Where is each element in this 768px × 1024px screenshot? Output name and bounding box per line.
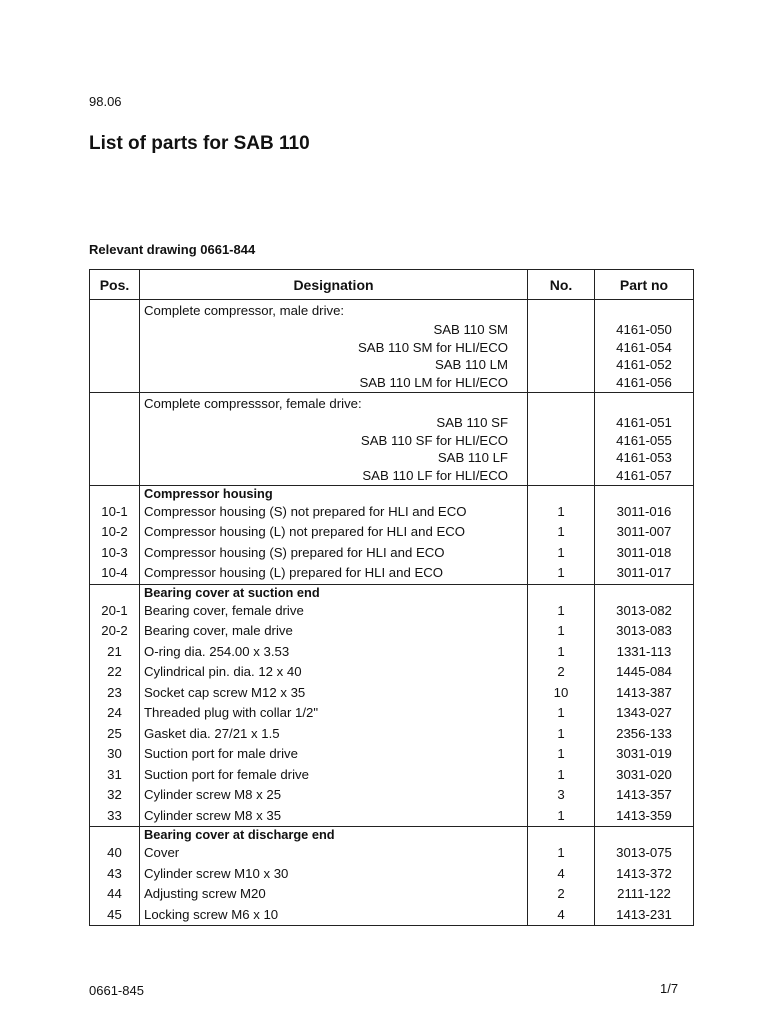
- footer-document-number: 0661-845: [89, 983, 144, 998]
- part-no-cell: 1413-357: [595, 785, 694, 806]
- pos-cell: 40: [90, 843, 140, 864]
- part-no-cell: 3011-018: [595, 543, 694, 564]
- pos-cell: [90, 467, 140, 485]
- table-row: [90, 642, 694, 663]
- no-cell: 1: [528, 563, 595, 584]
- no-cell: [528, 300, 595, 322]
- table-row: [90, 321, 694, 339]
- drawing-reference: Relevant drawing 0661-844: [89, 242, 256, 257]
- table-row: [90, 662, 694, 683]
- no-cell: 1: [528, 502, 595, 523]
- part-no-cell: 4161-056: [595, 374, 694, 392]
- pos-cell: 10-3: [90, 543, 140, 564]
- pos-cell: 10-1: [90, 502, 140, 523]
- part-no-cell: 1343-027: [595, 703, 694, 724]
- no-cell: [528, 584, 595, 601]
- designation-cell: Compressor housing (S) not prepared for HLI and ECO: [140, 502, 528, 523]
- part-no-cell: 4161-052: [595, 356, 694, 374]
- pos-cell: [90, 485, 140, 502]
- no-cell: 1: [528, 522, 595, 543]
- variant-name: SAB 110 SM for HLI/ECO: [140, 339, 528, 357]
- part-no-cell: [595, 584, 694, 601]
- part-no-cell: 3031-019: [595, 744, 694, 765]
- table-row: [90, 827, 694, 844]
- pos-cell: 20-1: [90, 601, 140, 622]
- part-no-cell: [595, 485, 694, 502]
- part-no-cell: 4161-057: [595, 467, 694, 485]
- document-date: 98.06: [89, 94, 122, 109]
- designation-cell: Compressor housing (L) prepared for HLI and ECO: [140, 563, 528, 584]
- table-row: [90, 884, 694, 905]
- footer-page-number: 1/7: [660, 981, 679, 996]
- table-row: [90, 843, 694, 864]
- table-row: [90, 414, 694, 432]
- table-row: [90, 724, 694, 745]
- table-row: [90, 392, 694, 414]
- table-row: [90, 703, 694, 724]
- table-row: [90, 806, 694, 827]
- designation-cell: Locking screw M6 x 10: [140, 905, 528, 926]
- pos-cell: 30: [90, 744, 140, 765]
- no-cell: 1: [528, 543, 595, 564]
- table-row: [90, 543, 694, 564]
- part-no-cell: 1413-359: [595, 806, 694, 827]
- table-row: [90, 683, 694, 704]
- table-row: [90, 601, 694, 622]
- designation-cell: Adjusting screw M20: [140, 884, 528, 905]
- page-title: List of parts for SAB 110: [89, 133, 310, 154]
- pos-cell: 31: [90, 765, 140, 786]
- pos-cell: [90, 432, 140, 450]
- table-row: [90, 563, 694, 584]
- no-cell: 10: [528, 683, 595, 704]
- table-row: [90, 449, 694, 467]
- pos-cell: 21: [90, 642, 140, 663]
- table-row: [90, 785, 694, 806]
- table-row: [90, 432, 694, 450]
- no-cell: [528, 432, 595, 450]
- part-no-cell: [595, 827, 694, 844]
- pos-cell: 23: [90, 683, 140, 704]
- section-heading-suction-end: Bearing cover at suction end: [140, 584, 528, 601]
- pos-cell: [90, 449, 140, 467]
- no-cell: [528, 356, 595, 374]
- variant-name: SAB 110 LF for HLI/ECO: [140, 467, 528, 485]
- pos-cell: 10-2: [90, 522, 140, 543]
- no-cell: 4: [528, 864, 595, 885]
- parts-table: [89, 269, 694, 926]
- table-row: [90, 485, 694, 502]
- no-cell: 1: [528, 843, 595, 864]
- table-row: [90, 765, 694, 786]
- no-cell: 1: [528, 703, 595, 724]
- part-no-cell: 1413-231: [595, 905, 694, 926]
- table-row: [90, 744, 694, 765]
- pos-cell: 20-2: [90, 621, 140, 642]
- no-cell: 1: [528, 806, 595, 827]
- table-header-row: [90, 270, 694, 300]
- header-pos: Pos.: [90, 270, 140, 300]
- no-cell: [528, 392, 595, 414]
- designation-cell: Threaded plug with collar 1/2": [140, 703, 528, 724]
- part-no-cell: 3013-082: [595, 601, 694, 622]
- designation-cell: Gasket dia. 27/21 x 1.5: [140, 724, 528, 745]
- pos-cell: 25: [90, 724, 140, 745]
- section-heading-discharge-end: Bearing cover at discharge end: [140, 827, 528, 844]
- table-row: [90, 300, 694, 322]
- no-cell: 1: [528, 724, 595, 745]
- part-no-cell: 1445-084: [595, 662, 694, 683]
- designation-cell: Cylinder screw M8 x 25: [140, 785, 528, 806]
- pos-cell: [90, 827, 140, 844]
- part-no-cell: [595, 392, 694, 414]
- no-cell: [528, 414, 595, 432]
- designation-cell: Suction port for female drive: [140, 765, 528, 786]
- table-row: [90, 522, 694, 543]
- no-cell: 2: [528, 662, 595, 683]
- table-row: [90, 339, 694, 357]
- part-no-cell: 2111-122: [595, 884, 694, 905]
- variant-name: SAB 110 SM: [140, 321, 528, 339]
- no-cell: 3: [528, 785, 595, 806]
- pos-cell: 33: [90, 806, 140, 827]
- group-heading-male-drive: Complete compressor, male drive:: [140, 300, 528, 322]
- no-cell: 1: [528, 601, 595, 622]
- pos-cell: [90, 321, 140, 339]
- table-row: [90, 621, 694, 642]
- no-cell: [528, 374, 595, 392]
- group-heading-female-drive: Complete compresssor, female drive:: [140, 392, 528, 414]
- table-row: [90, 584, 694, 601]
- part-no-cell: 4161-054: [595, 339, 694, 357]
- table-row: [90, 502, 694, 523]
- header-no: No.: [528, 270, 595, 300]
- no-cell: [528, 827, 595, 844]
- designation-cell: Socket cap screw M12 x 35: [140, 683, 528, 704]
- variant-name: SAB 110 LM for HLI/ECO: [140, 374, 528, 392]
- designation-cell: Compressor housing (L) not prepared for HLI and ECO: [140, 522, 528, 543]
- no-cell: 1: [528, 621, 595, 642]
- no-cell: [528, 449, 595, 467]
- part-no-cell: [595, 300, 694, 322]
- table-row: [90, 864, 694, 885]
- no-cell: 1: [528, 642, 595, 663]
- designation-cell: Compressor housing (S) prepared for HLI and ECO: [140, 543, 528, 564]
- no-cell: [528, 321, 595, 339]
- pos-cell: [90, 414, 140, 432]
- table-row: [90, 467, 694, 485]
- part-no-cell: 1331-113: [595, 642, 694, 663]
- part-no-cell: 3031-020: [595, 765, 694, 786]
- pos-cell: [90, 356, 140, 374]
- part-no-cell: 3011-007: [595, 522, 694, 543]
- table-row: [90, 374, 694, 392]
- part-no-cell: 4161-055: [595, 432, 694, 450]
- part-no-cell: 2356-133: [595, 724, 694, 745]
- variant-name: SAB 110 LM: [140, 356, 528, 374]
- variant-name: SAB 110 SF: [140, 414, 528, 432]
- pos-cell: 32: [90, 785, 140, 806]
- pos-cell: 43: [90, 864, 140, 885]
- no-cell: [528, 467, 595, 485]
- no-cell: 1: [528, 765, 595, 786]
- part-no-cell: 1413-387: [595, 683, 694, 704]
- pos-cell: 24: [90, 703, 140, 724]
- pos-cell: [90, 339, 140, 357]
- designation-cell: Bearing cover, female drive: [140, 601, 528, 622]
- no-cell: 4: [528, 905, 595, 926]
- table-row: [90, 356, 694, 374]
- designation-cell: Cover: [140, 843, 528, 864]
- part-no-cell: 1413-372: [595, 864, 694, 885]
- pos-cell: [90, 584, 140, 601]
- no-cell: [528, 339, 595, 357]
- pos-cell: 44: [90, 884, 140, 905]
- designation-cell: O-ring dia. 254.00 x 3.53: [140, 642, 528, 663]
- designation-cell: Cylinder screw M8 x 35: [140, 806, 528, 827]
- no-cell: [528, 485, 595, 502]
- pos-cell: 10-4: [90, 563, 140, 584]
- part-no-cell: 3013-083: [595, 621, 694, 642]
- variant-name: SAB 110 SF for HLI/ECO: [140, 432, 528, 450]
- no-cell: 2: [528, 884, 595, 905]
- pos-cell: 45: [90, 905, 140, 926]
- section-heading-compressor-housing: Compressor housing: [140, 485, 528, 502]
- part-no-cell: 3011-017: [595, 563, 694, 584]
- designation-cell: Cylindrical pin. dia. 12 x 40: [140, 662, 528, 683]
- pos-cell: [90, 392, 140, 414]
- header-part-no: Part no: [595, 270, 694, 300]
- part-no-cell: 3013-075: [595, 843, 694, 864]
- designation-cell: Suction port for male drive: [140, 744, 528, 765]
- table-row: [90, 905, 694, 926]
- designation-cell: Bearing cover, male drive: [140, 621, 528, 642]
- no-cell: 1: [528, 744, 595, 765]
- header-designation: Designation: [140, 270, 528, 300]
- variant-name: SAB 110 LF: [140, 449, 528, 467]
- part-no-cell: 3011-016: [595, 502, 694, 523]
- part-no-cell: 4161-050: [595, 321, 694, 339]
- designation-cell: Cylinder screw M10 x 30: [140, 864, 528, 885]
- part-no-cell: 4161-053: [595, 449, 694, 467]
- pos-cell: 22: [90, 662, 140, 683]
- pos-cell: [90, 300, 140, 322]
- pos-cell: [90, 374, 140, 392]
- part-no-cell: 4161-051: [595, 414, 694, 432]
